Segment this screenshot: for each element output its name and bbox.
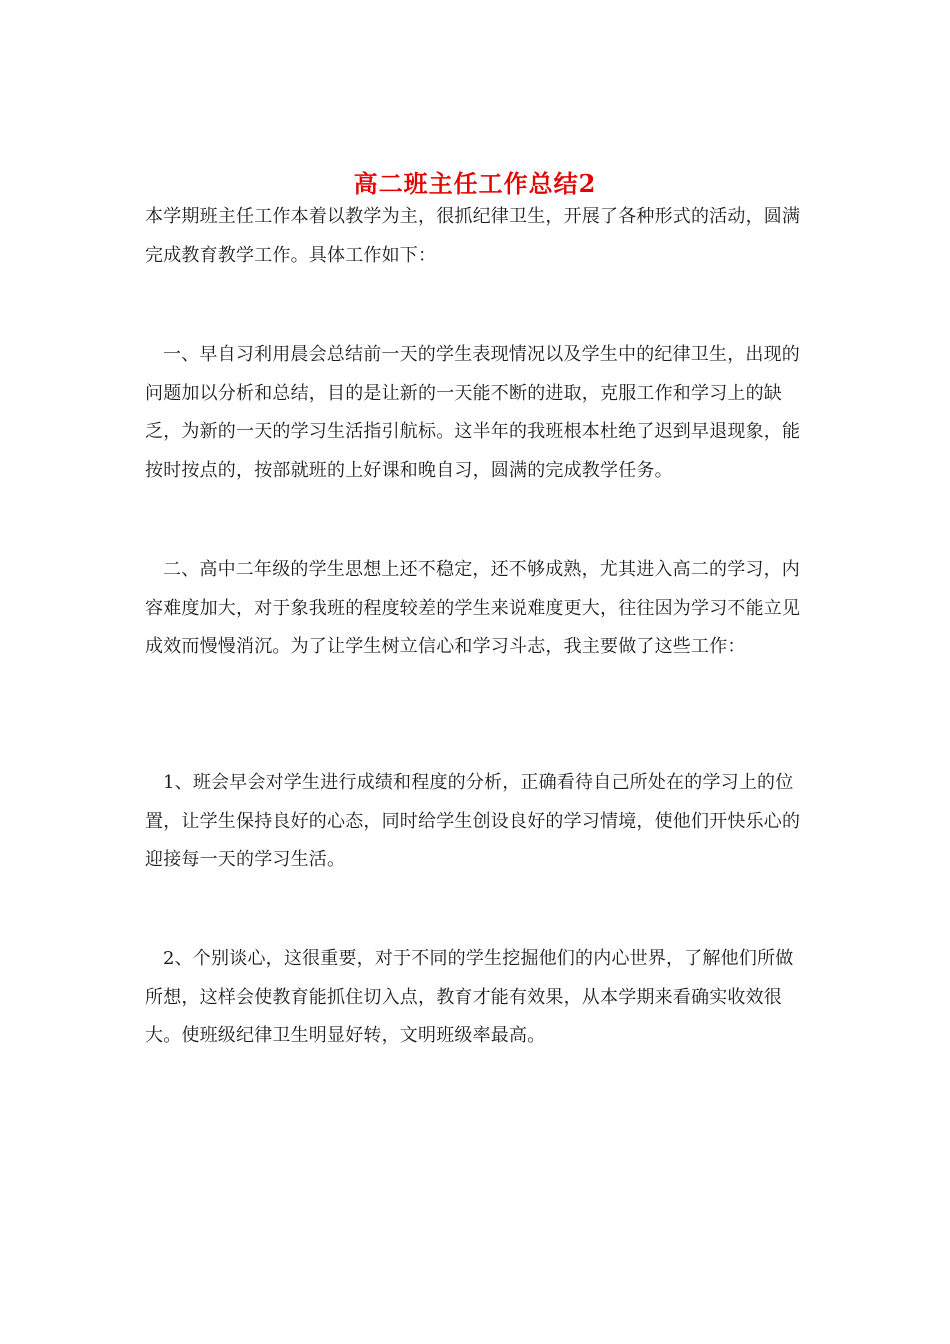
paragraph-item-2: 2、个别谈心，这很重要，对于不同的学生挖掘他们的内心世界，了解他们所做所想，这样会使教育能抓住切入点，教育才能有效果，从本学期来看确实收效很大。使班级纪律卫生明显好转，文明班级率最高。 [145,948,794,1046]
paragraph-section-2: 二、高中二年级的学生思想上还不稳定，还不够成熟，尤其进入高二的学习，内容难度加大，对于象我班的程度较差的学生来说难度更大，往往因为学习不能立见成效而慢慢消沉。为了让学生树立信心和学习斗志，我主要做了这些工作： [145,559,801,657]
paragraph-section-1: 一、早自习利用晨会总结前一天的学生表现情况以及学生中的纪律卫生，出现的问题加以分析和总结，目的是让新的一天能不断的进取，克服工作和学习上的缺乏，为新的一天的学习生活指引航标。这半年的我班根本杜绝了迟到早退现象，能按时按点的，按部就班的上好课和晚自习，圆满的完成教学任务。 [145,344,801,481]
paragraph-item-1: 1、班会早会对学生进行成绩和程度的分析，正确看待自己所处在的学习上的位置，让学生保持良好的心态，同时给学生创设良好的学习情境，使他们开快乐心的迎接每一天的学习生活。 [145,772,801,870]
document-title: 高二班主任工作总结2 [353,169,597,199]
paragraph-intro: 本学期班主任工作本着以教学为主，很抓纪律卫生，开展了各种形式的活动，圆满完成教育教学工作。具体工作如下： [145,206,801,266]
